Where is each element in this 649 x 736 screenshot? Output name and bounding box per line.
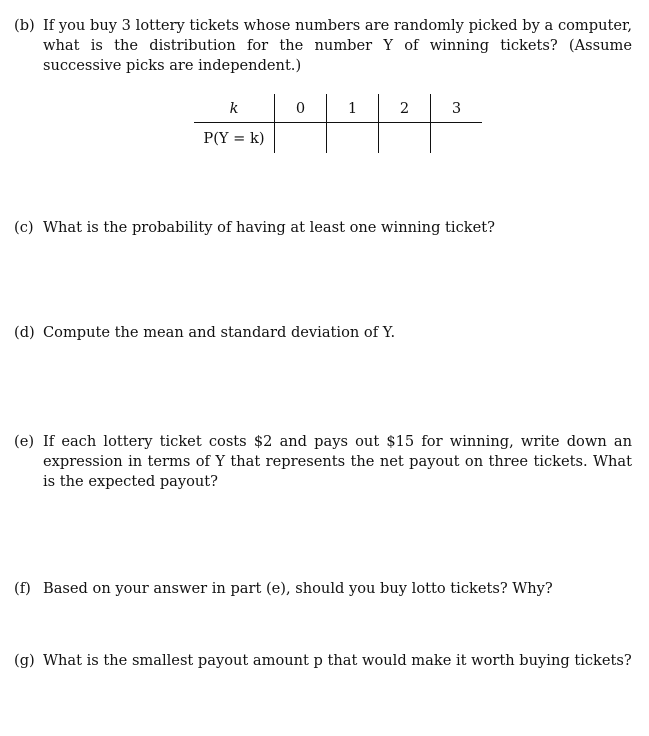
row-header-probability: P(Y = k) [194,123,275,154]
part-label: (d) [14,324,35,341]
table-probability-row [194,123,482,154]
probability-cell [275,123,327,154]
question-part-d [14,323,632,343]
table-header-row [194,94,482,123]
question-part-b [14,16,632,76]
row-header-k: k [194,94,275,123]
question-part-g [14,651,632,671]
question-text: If each lottery ticket costs $2 and pays out $15 for winning, write down an expression in terms of Y that represents the net payout on three tickets. What is the expected payout? [43,433,632,490]
k-value-cell: 3 [431,94,483,123]
question-part-f [14,579,632,599]
part-label: (f) [14,580,31,597]
question-text: What is the probability of having at least one winning ticket? [43,219,495,236]
k-value-cell: 2 [379,94,431,123]
question-part-e [14,432,632,492]
probability-cell [327,123,379,154]
question-text: What is the smallest payout amount p that would make it worth buying tickets? [43,652,632,669]
probability-cell [431,123,483,154]
k-value-cell: 0 [275,94,327,123]
part-label: (c) [14,219,34,236]
distribution-table [194,94,482,153]
question-part-c [14,218,632,238]
probability-cell [379,123,431,154]
question-text: Compute the mean and standard deviation of Y. [43,324,396,341]
k-value-cell: 1 [327,94,379,123]
question-text: Based on your answer in part (e), should you buy lotto tickets? Why? [43,580,553,597]
part-label: (g) [14,652,35,669]
part-label: (b) [14,17,35,34]
part-label: (e) [14,433,35,450]
question-text: If you buy 3 lottery tickets whose numbers are randomly picked by a computer, what is the distribution for the number Y of winning tickets? (Assume successive picks are independent.) [43,17,632,74]
